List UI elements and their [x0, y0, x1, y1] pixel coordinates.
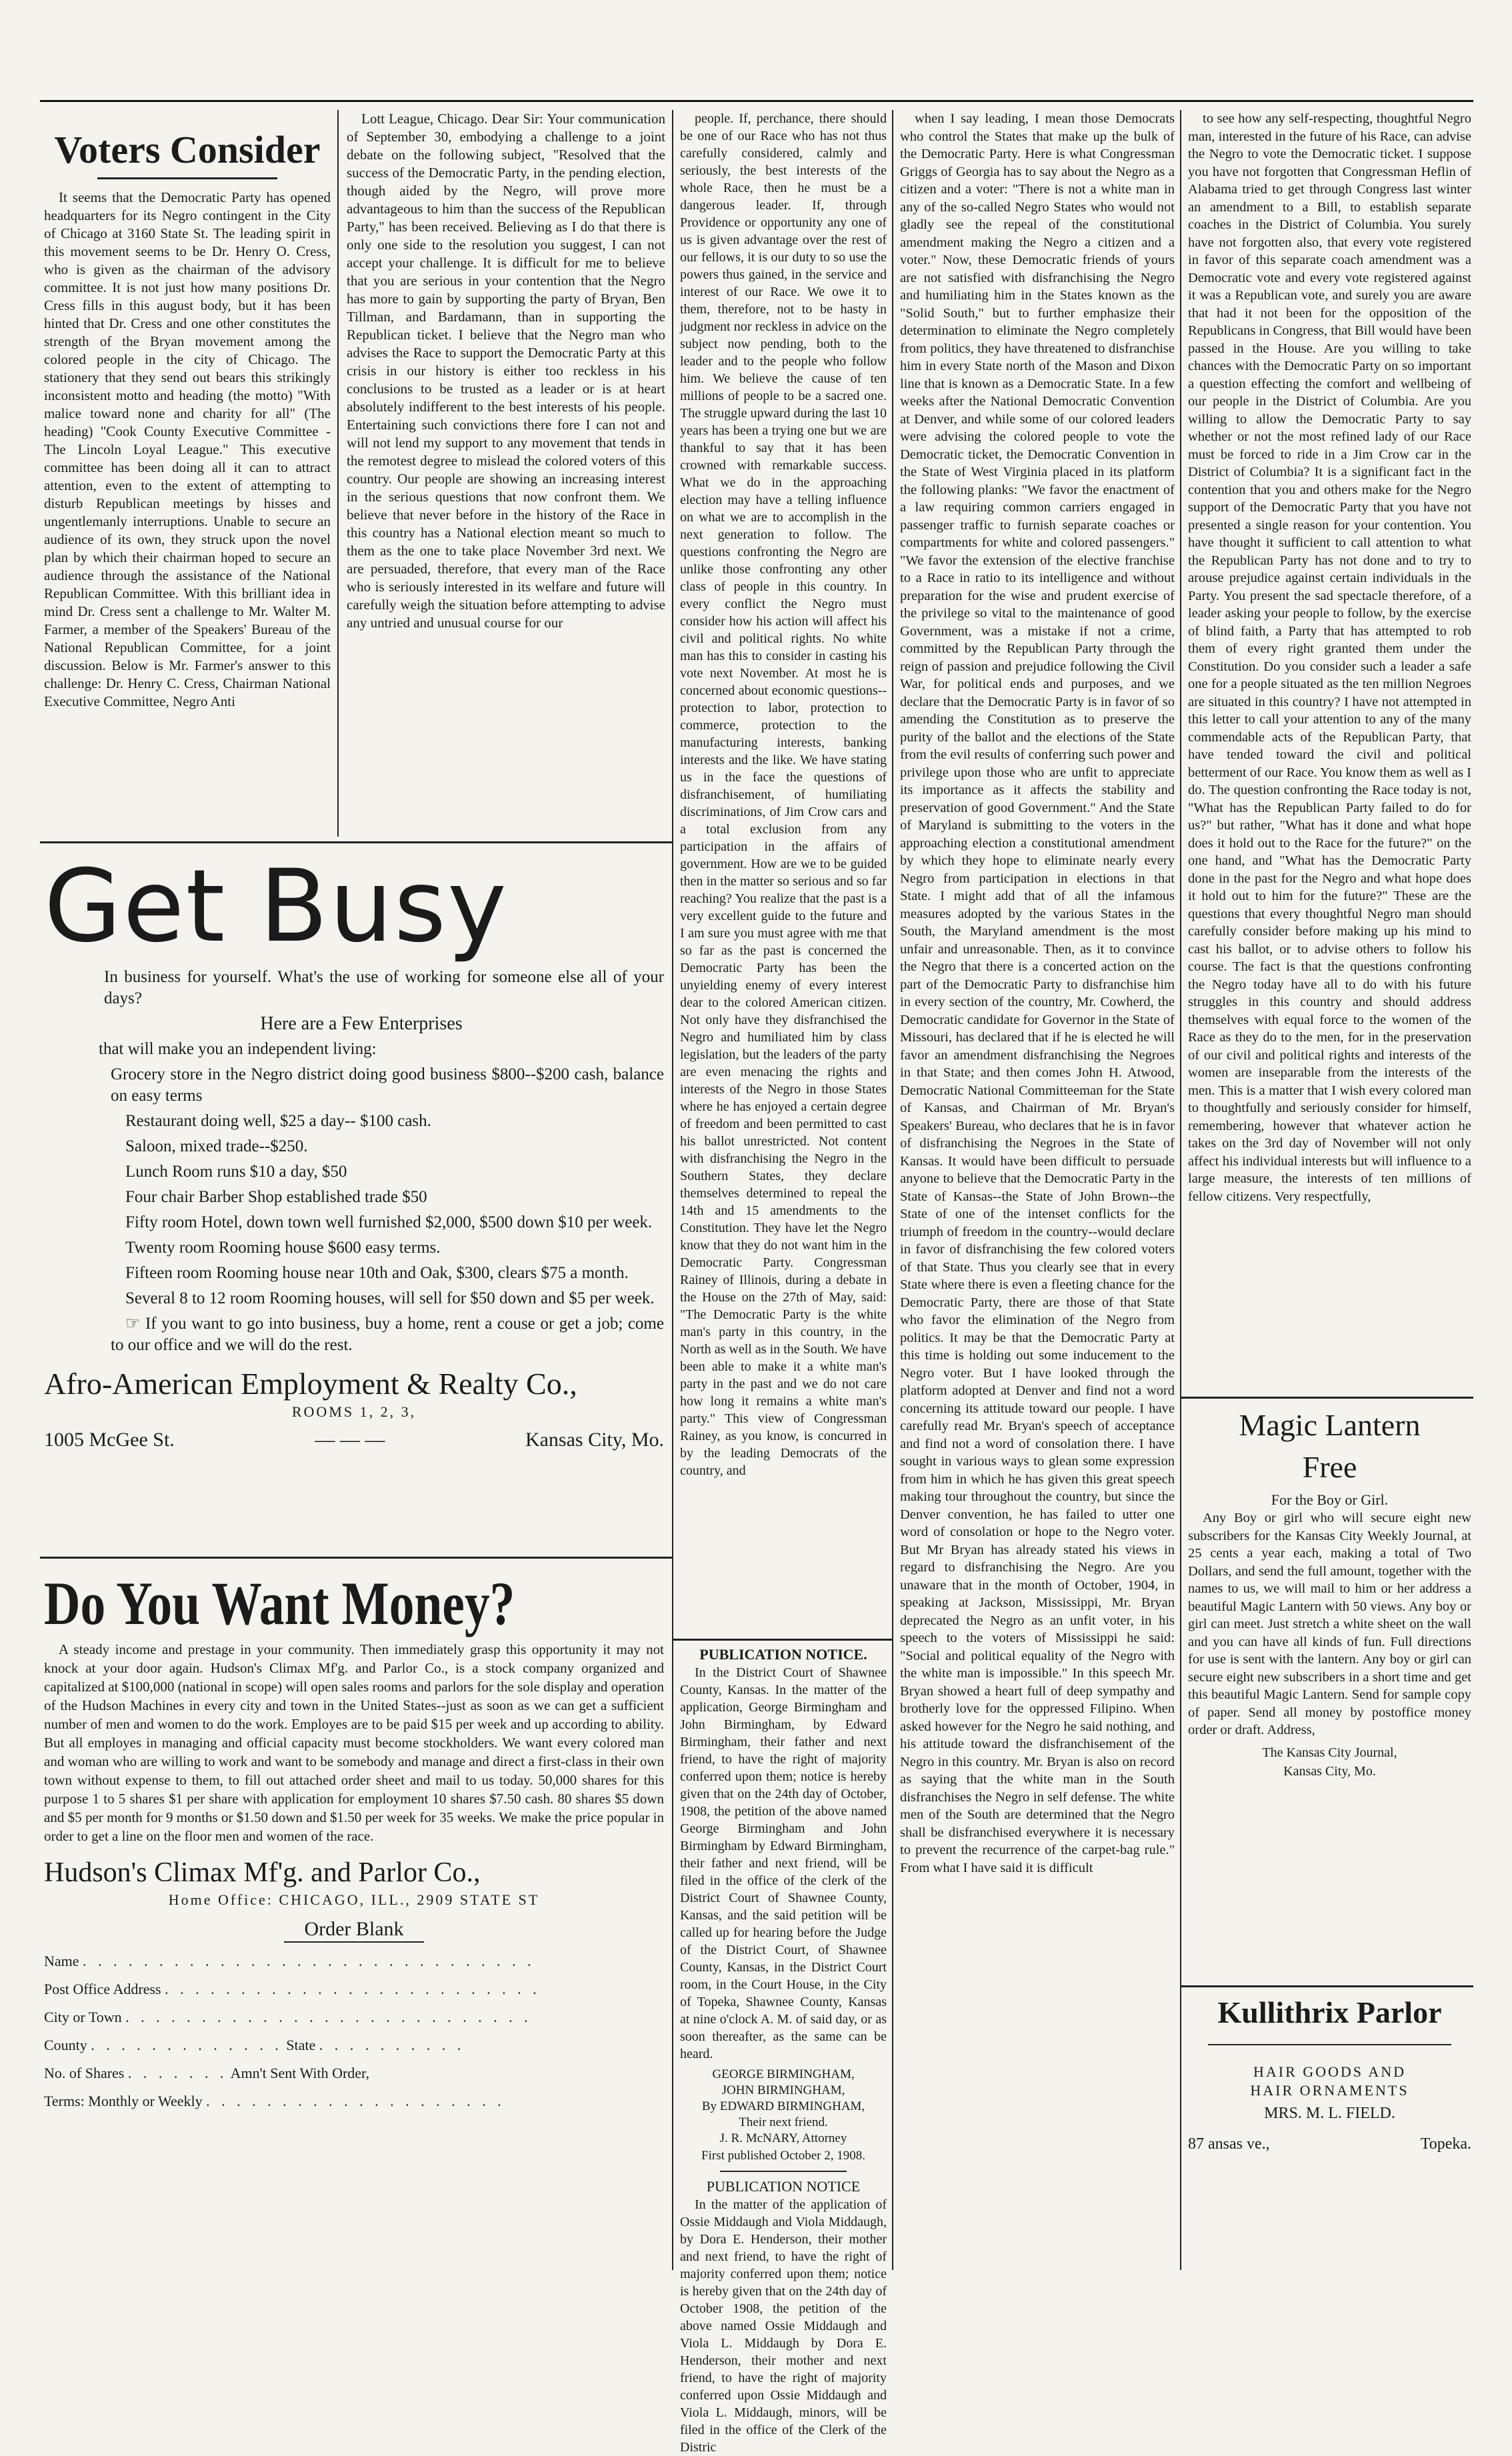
dashes: — — — — [315, 1429, 385, 1451]
column-divider — [672, 110, 673, 2270]
money-ad — [44, 1567, 664, 2273]
company-address: 1005 McGee St. — [44, 1429, 175, 1451]
article-body: people. If, perchance, there should be one of our Race who has not thus carefully considered, calmly and seriously, the best interests of the whole Race, then he must be a dangerous leader. If, through Providence or opportunity any one of us is given advantage over the rest of our fellows, it is our duty to so use the powers thus gained, in the service and interest of our Race. We owe it to them, therefore, not to be hasty in judgment nor reckless in advice on the subject now pending, both to the leader and to the people who follow him. We believe the cause of ten millions of people to be a sacred one. The struggle upward during the last 10 years has been a trying one but we are thankful to say that it has been crowned with remarkable success. What we do in the approaching election may have a telling influence on what we are to accomplish in the next generation to follow. The questions confronting the Negro are unlike those confronting any other class of people in this country. In every conflict the Negro must consider how his action will affect his civil and political rights. No white man has this to consider in casting his vote next November. At most he is concerned about economic questions--protection to labor, protection to commerce, protection to the manufacturing interests, banking interests and the like. We have stating us in the face the questions of disfranchisement, of humiliating discriminations, of Jim Crow cars and a total exclusion from any participation in the affairs of government. How are we to be guided then in the matter so serious and so far reaching? You realize that the past is a very excellent guide to the future and I am sure you must agree with me that so far as the past is concerned the Democratic Party has been the unyielding enemy of every interest dear to the colored American citizen. Not only have they disfranchised the Negro and humiliated him by class legislation, but the leaders of the party are even menacing the rights and interests of the Negro in those States where he has enjoyed a certain degree of freedom and been permitted to cast his ballot unrestricted. Not content with disfranchising the Negro in the Southern States, they declare themselves determined to repeal the 14th and 15 amendments to the Constitution. They have let the Negro know that they do not want him in the Democratic Party. Congressman Rainey of Illinois, during a debate in the House on the 27th of May, said: "The Democratic Party is the white man's party in this country, in the North as well as in the South. We have been able to make it a white man's party in the past and we do not care how long it remains a white man's party." This view of Congressman Rainey, as you know, is concurred in by the leading Democrats of the country, and — [680, 111, 887, 1478]
title-rule — [1208, 2044, 1451, 2045]
ad-address: The Kansas City Journal, — [1262, 1745, 1397, 1760]
section-rule — [40, 1557, 672, 1559]
order-blank-title: Order Blank — [304, 1918, 404, 1940]
ad-subtitle: For the Boy or Girl. — [1271, 1491, 1389, 1508]
list-item: Restaurant doing well, $25 a day-- $100 cash. — [125, 1112, 431, 1130]
signature-line: By EDWARD BIRMINGHAM, — [701, 2099, 865, 2113]
company-name: Afro-American Employment & Realty Co., — [44, 1367, 577, 1401]
column-divider — [1180, 110, 1181, 2270]
signature-line: JOHN BIRMINGHAM, — [721, 2083, 845, 2097]
form-field-address[interactable]: Post Office Address . . . . . . . . . . . . . . . . . . . . . . . . . — [44, 1981, 541, 1997]
signature-line: GEORGE BIRMINGHAM, — [712, 2067, 855, 2081]
form-field-county[interactable]: County . . . . . . . . . . . . . State . . . . . . . . . . — [44, 2037, 465, 2053]
article-continued-col3 — [680, 110, 887, 1637]
kullithrix-ad — [1188, 1993, 1471, 2273]
company-city: Kansas City, Mo. — [525, 1429, 664, 1451]
form-field-amount[interactable]: Amn't Sent With Order, — [230, 2065, 369, 2081]
notice-signatures — [680, 2067, 887, 2147]
article-body: It seems that the Democratic Party has opened headquarters for its Negro contingent in the City of Chicago at 3160 State St. The leading spirit in this movement seems to be Dr. Henry O. Cress, who is given as the chairman of the advisory committee. It is not just how many positions Dr. Cress fills in this august body, but it has been hinted that Dr. Cress and one other constitutes the strength of the Bryan movement among the colored people in the city of Chicago. The stationery that they send out bears this strikingly inconsistent motto and heading (the motto) "With malice toward none and charity for all" (The heading) "Cook County Executive Committee - The Lincoln Loyal League." This executive committee has been doing all it can to attract attention, even to the extent of attempting to disturb Republican meetings by hisses and ungentlemanly interruptions. Unable to secure an audience of its own, they struck upon the novel plan by which their chairman hoped to secure an audience through the assistance of the National Republican Committee. With this brilliant idea in mind Dr. Cress sent a challenge to Mr. Walter M. Farmer, a member of the Speakers' Bureau of the National Republican Committee, for a joint discussion. Below is Mr. Farmer's answer to this challenge: Dr. Henry C. Cress, Chairman National Executive Committee, Negro Anti — [44, 189, 331, 709]
list-item: Saloon, mixed trade--$250. — [125, 1137, 308, 1155]
ad-line: HAIR ORNAMENTS — [1250, 2082, 1409, 2099]
ad-title: Do You Want Money? — [44, 1569, 515, 1637]
ad-body: A steady income and prestage in your community. Then immediately grasp this opportunity it may not knock at your door again. Hudson's Climax Mf'g. and Parlor Co., is a stock company organized and capitalized at $100,000 (national in scope) will open sales rooms and parlors for the sole display and operation of the Hudson Machines in every city and town in the United States--just as soon as we can get a sufficient number of men and women to do the work. Employes are to be paid $15 per week and up according to ability. But all employes in managing and official capacity must become stockholders. We want every colored man and woman who are willing to work and want to be somebody and manage and direct a first-class in their own town without expense to them, to fill out attached order sheet and mail to us today. 50,000 shares for this purpose 1 to 5 shares $1 per share with application for employment 10 shares $7.50 cash. 80 shares $5 down and $5 per month for 9 months or $1.50 down and $1.50 per week for 35 weeks. We make the price popular in order to get a line on the floor men and women of the race. — [44, 1641, 664, 1844]
ad-title: Get Busy — [44, 849, 508, 965]
ad-body: Any Boy or girl who will secure eight new subscribers for the Kansas City Weekly Journal, at 25 cents a year each, making a total of Two Dollars, and send the full amount, together with the names to us, we will mail to him or her address a beautiful Magic Lantern with 50 views. Any boy or girl can meet. Just stretch a white sheet on the wall and you can have all kinds of fun. Full directions for use is sent with the lantern. Any boy or girl can secure eight new subscribers in a short time and get this beautiful Magic Lantern. Send for sample copy of paper. Send all money by postoffice money order or draft. Address, — [1188, 1511, 1471, 1737]
list-item: Four chair Barber Shop established trade $50 — [125, 1188, 427, 1206]
ad-address-line — [1188, 2135, 1471, 2153]
notice-body: In the District Court of Shawnee County, Kansas. In the matter of the application, George Birmingham and John Birmingham, by Edward Birmingham, their father and next friend, to have the right of majority conferred upon them; notice is hereby given that on the 24th day of October, 1908, the petition of the above named George Birmingham and John Birmingham by Edward Birmingham, their father and next friend, will be filed in the office of the clerk of the District Court of Shawnee County, Kansas, and the said petition will be called up for hearing before the Judge of the District Court, of Shawnee County, Kansas, in the District Court room, in the Court House, in the City of Topeka, Shawnee County, Kansas at nine o'clock A. M. of said day, or as soon thereafter, as the same can be heard. — [680, 1665, 887, 2061]
form-field-name[interactable]: Name . . . . . . . . . . . . . . . . . . . . . . . . . . . . . . — [44, 1953, 535, 1969]
ad-title: Magic Lantern — [1239, 1408, 1421, 1442]
ad-city: Topeka. — [1420, 2135, 1471, 2153]
company-address-line — [44, 1431, 664, 1449]
ad-city: Kansas City, Mo. — [1283, 1763, 1376, 1779]
column-divider — [337, 110, 339, 837]
form-field-state[interactable]: State — [286, 2037, 316, 2053]
get-busy-ad — [44, 849, 664, 1613]
list-item: ☞ If you want to go into business, buy a home, rent a couse or get a job; come to our office and we will do the rest. — [111, 1315, 664, 1354]
ad-subheading-2: that will make you an independent living: — [99, 1040, 377, 1058]
form-field-terms[interactable]: Terms: Monthly or Weekly . . . . . . . . . . . . . . . . . . . . — [44, 2093, 505, 2109]
article-continued-col2 — [347, 110, 665, 837]
article-title: Voters Consider — [54, 128, 321, 171]
article-continued-col5 — [1188, 110, 1471, 1390]
list-item: Several 8 to 12 room Rooming houses, will sell for $50 down and $5 per week. — [125, 1289, 655, 1307]
company-office: Home Office: CHICAGO, ILL., 2909 STATE ST — [168, 1891, 540, 1908]
article-body: to see how any self-respecting, thoughtful Negro man, interested in the future of his Race, can advise the Negro to vote the Democratic ticket. I suppose you have not forgotten that Congressman Heflin of Alabama tried to get through Congress last winter an amendment to a Bill, to establish separate coaches in the District of Columbia. You surely have not forgotten also, that every vote registered in favor of this separate coach amendment was a Democratic vote and every vote registered against it was a Republican vote, and surely you are aware that had it not been for the opposition of the Republicans in Congress, that Bill would have been passed in the House. Are you willing to take chances with the Democratic Party on so important a question effecting the comfort and wellbeing of our people in the District of Columbia. Are you willing to allow the Democratic Party to say whether or not the most refined lady of our Race must be forced to ride in a Jim Crow car in the District of Columbia? It is a significant fact in the contention that you and others make for the Negro support of the Democratic Party that you have not presented a single reason for your contention. You have thought it sufficient to call attention to what the Republican Party has not done and to try to arouse prejudice against certain individuals in the Party. You present the sad spectacle therefore, of a leader asking your people to follow, by the exercise of blind faith, a Party that has attempted to rob them of every right granted them under the Constitution. Do you consider such a leader a safe one for a people situated as the ten million Negroes are situated in this country? I have not attempted in this letter to call your attention to any of the many commendable acts of the Republican Party, that have tended toward the civil and political betterment of our Race. You know them as well as I do. The question confronting the Race today is not, "What has the Republican Party failed to do for us?" but rather, "What has it done and what hope does it hold out to the Race for the future?" on the one hand, and "What has the Democratic Party done in the past for the Negro and what hope does it hold out to him for the future?" These are the questions that every thoughtful Negro man should carefully consider before making up his mind to cast his ballot, or to advise others to follow his course. The fact is that the questions confronting the Negro today have all to do with his future struggles in this country and should address themselves with equal force to the women of the Race as they do to the men, for in the preservation of our civil and political rights and interests of the women are inseparable from the interests of the men. This is a matter that I wish every colored man to thoughtfully and seriously consider for himself, remembering, however that whatever action he takes on the 3rd day of November will not only affect his individual interests but will influence to a large measure, the interests of ten millions of fellow citizens. Very respectfully, — [1188, 111, 1471, 1204]
ad-title-2: Free — [1302, 1450, 1357, 1484]
enterprise-list — [44, 1064, 664, 1356]
title-rule — [97, 177, 277, 179]
list-item: Fifty room Hotel, down town well furnished $2,000, $500 down $10 per week. — [125, 1213, 653, 1231]
section-rule — [1180, 1985, 1473, 1987]
article-body: Lott League, Chicago. Dear Sir: Your communication of September 30, embodying a challenge to a joint debate on the following subject, "Resolved that the success of the Democratic Party, in the pending election, though aided by the Negro, will prove more advantageous to him than the success of the Republican Party," has been received. Believing as I do that there is only one side to the resolution you suggest, I can not accept your challenge. It is difficult for me to believe that you are serious in your contention that the Negro has more to gain by supporting the party of Bryan, Ben Tillman, and Bardamann, than in supporting the Republican ticket. I believe that the Negro man who advises the Race to support the Democratic Party at this crisis in our history is either too reckless in his conclusions to be trusted as a leader or is at heart absolutely indifferent to the best interests of his people. Entertaining such convictions there fore I can not and will not lend my support to any movement that tends in the remotest degree to mislead the colored voters of this country. Our people are showing an increasing interest in the serious questions that now confront them. We believe that never before in the history of the Race in this country has a National election meant so much to them as the one to take place November 3rd next. We are persuaded, therefore, that every man of the Race who is seriously interested in its welfare and future will carefully weigh the situation before attempting to advise any untried and unusual course for our — [347, 111, 665, 631]
notice-rule — [720, 2171, 847, 2172]
list-item: Fifteen room Rooming house near 10th and Oak, $300, clears $75 a month. — [125, 1264, 629, 1282]
column-divider — [892, 110, 893, 2270]
list-item: Grocery store in the Negro district doing good business $800--$200 cash, balance on easy terms — [111, 1065, 664, 1105]
ad-line: HAIR GOODS AND — [1253, 2063, 1406, 2080]
ad-intro: In business for yourself. What's the use of working for someone else all of your days? — [104, 968, 664, 1007]
signature-line: Their next friend. — [739, 2115, 828, 2129]
notice-title: PUBLICATION NOTICE. — [699, 1646, 867, 1663]
article-continued-col4 — [900, 110, 1175, 2270]
pointing-hand-icon: ☞ — [125, 1315, 145, 1333]
company-line — [44, 1365, 664, 1403]
ad-title: Kullithrix Parlor — [1217, 1995, 1442, 2029]
title-rule — [284, 1941, 424, 1943]
article-body: when I say leading, I mean those Democrats who control the States that make up the bulk of the Democratic Party. Here is what Congressman Griggs of Georgia has to say about the Negro as a citizen and a voter: "There is not a white man in any of the so-called Negro States who would not gladly see the repeal of the constitutional amendment making the Negro a citizen and a voter." Now, these Democratic friends of yours are not satisfied with disfranchising the Negro and humiliating him in the States known as the "Solid South," but to further emphasize their determination to eliminate the Negro completely from politics, they have threatened to disfranchise him in every State north of the Mason and Dixon line that is known as a Democratic State. In a few weeks after the National Democratic Convention at Denver, and while some of our colored leaders were advising the colored people to vote the Democratic ticket, the Democratic Convention in the State of West Virginia placed in its platform the following planks: "We favor the enactment of a law requiring common carriers engaged in passenger traffic to furnish separate coaches or compartments for white and colored passengers." "We favor the extension of the elective franchise to a Race in ratio to its intelligence and without preparation for the wise and prudent exercise of the privilege so vital to the maintenance of good Government, was a mistake if not a crime, committed by the Republican Party through the reign of passion and prejudice following the Civil War, for political ends and purposes, and we declare that the Democratic Party is in favor of so amending the Constitution as to preserve the purity of the ballot and the elections of the State from the evil results of conferring such power and privilege upon those who are unfit to appreciate its importance as it affects the stability and preservation of good Government." And the State of Maryland is submitting to the voters in the approaching election a constitutional amendment by which they hope to eliminate nearly every Negro from participation in elections in that State. I might add that of all the infamous measures adopted by the various States in the South, the Maryland amendment is the most unfair and unreasonable. Then, as it to convince the Negro that there is a concerted action on the part of the Democratic Party to disfranchise him in every section of the country, Mr. Cowherd, the Democratic candidate for Governor in the State of Missouri, has declared that if he is elected he will favor an amendment disfranchising the Negroes in that State; and then comes John H. Atwood, Democratic National Committeeman for the State of Kansas, and Chairman of Mr. Bryan's Speakers' Bureau, who declares that he is in favor of disfranchising the Negroes in the State of Kansas. It would have been difficult to persuade anyone to believe that the Democratic Party in the State of Kansas--the State of John Brown--the State of one of the intenset conflicts for the triumph of freedom in the country--would declare in favor of disfranchising the few colored voters of that State. Thus you clearly see that in every State where there is even a fleeting chance for the Democratic Party, there are those of that State who favor the elimination of the Negro from politics. It may be that the Democratic Party at this time is holding out some inducement to the Negro voter. But I have looked through the platform adopted at Denver and find not a word concerning its attitude toward our people. I have carefully read Mr. Bryan's speech of acceptance and find not a word of consolation there. I have sought in various ways to glean some expression from him in which he has given this great speech making tour throughout the country, but since the Denver convention, he has failed to utter one word of consolation or hope to the Negro voter. But Mr Bryan has already stated his views in regard to disfranchising the Negro. Are you unaware that in the month of October, 1904, in speaking at Jackson, Mississippi, Mr. Bryan deprecated the Negro as an unfit voter, in his speech to the voters of Mississippi he said: "Social and political equality of the Negro with the white man is impossible." In this speech Mr. Bryan showed a heart full of deep sympathy and brotherly love for the oppressed Filipino. When asked however for the Negro he said nothing, and his attitude toward the disfranchisement of the Negro in this country. Mr. Bryan is also on record as saying that the white man in the South disfranchises the Negro in self defense. The white men of the South are determined that the Negro shall be disfranchised everywhere it is necessary to prevent the recurrence of the carpet-bag rule." From what I have said it is difficult — [900, 111, 1175, 1875]
ad-address: 87 ansas ve., — [1188, 2135, 1270, 2153]
publication-notices — [680, 1645, 887, 2455]
section-rule — [1180, 1397, 1473, 1399]
company-name: Hudson's Climax Mf'g. and Parlor Co., — [44, 1857, 481, 1888]
notice-published: First published October 2, 1908. — [701, 2149, 865, 2163]
section-rule — [40, 841, 672, 843]
notice-body: In the matter of the application of Ossie Middaugh and Viola Middaugh, by Dora E. Henderson, their mother and next friend, to have the right of majority conferred upon them; notice is hereby given that on the 24th day of October 1908, the petition of the above named Ossie Middaugh and Viola L. Middaugh by Dora E. Henderson, their mother and next friend, to have the right of majority conferred upon Ossie Middaugh and Viola L. Middaugh, minors, will be filed in the office of the Clerk of the Distric — [680, 2197, 887, 2455]
section-rule — [672, 1639, 892, 1641]
ad-subheading: Here are a Few Enterprises — [260, 1013, 463, 1034]
article-voters-consider — [44, 127, 331, 833]
company-rooms: ROOMS 1, 2, 3, — [291, 1403, 417, 1420]
list-item: Lunch Room runs $10 a day, $50 — [125, 1163, 347, 1181]
form-field-shares[interactable]: No. of Shares . . . . . . . Amn't Sent With Order, — [44, 2065, 369, 2081]
list-item: Twenty room Rooming house $600 easy terms. — [125, 1239, 441, 1257]
form-field-city[interactable]: City or Town . . . . . . . . . . . . . . . . . . . . . . . . . . . — [44, 2009, 532, 2025]
signature-line: J. R. McNARY, Attorney — [719, 2131, 847, 2145]
ad-proprietor: MRS. M. L. FIELD. — [1264, 2105, 1395, 2122]
top-rule — [40, 100, 1473, 102]
magic-lantern-ad — [1188, 1407, 1471, 1973]
notice-title: PUBLICATION NOTICE — [706, 2178, 861, 2195]
